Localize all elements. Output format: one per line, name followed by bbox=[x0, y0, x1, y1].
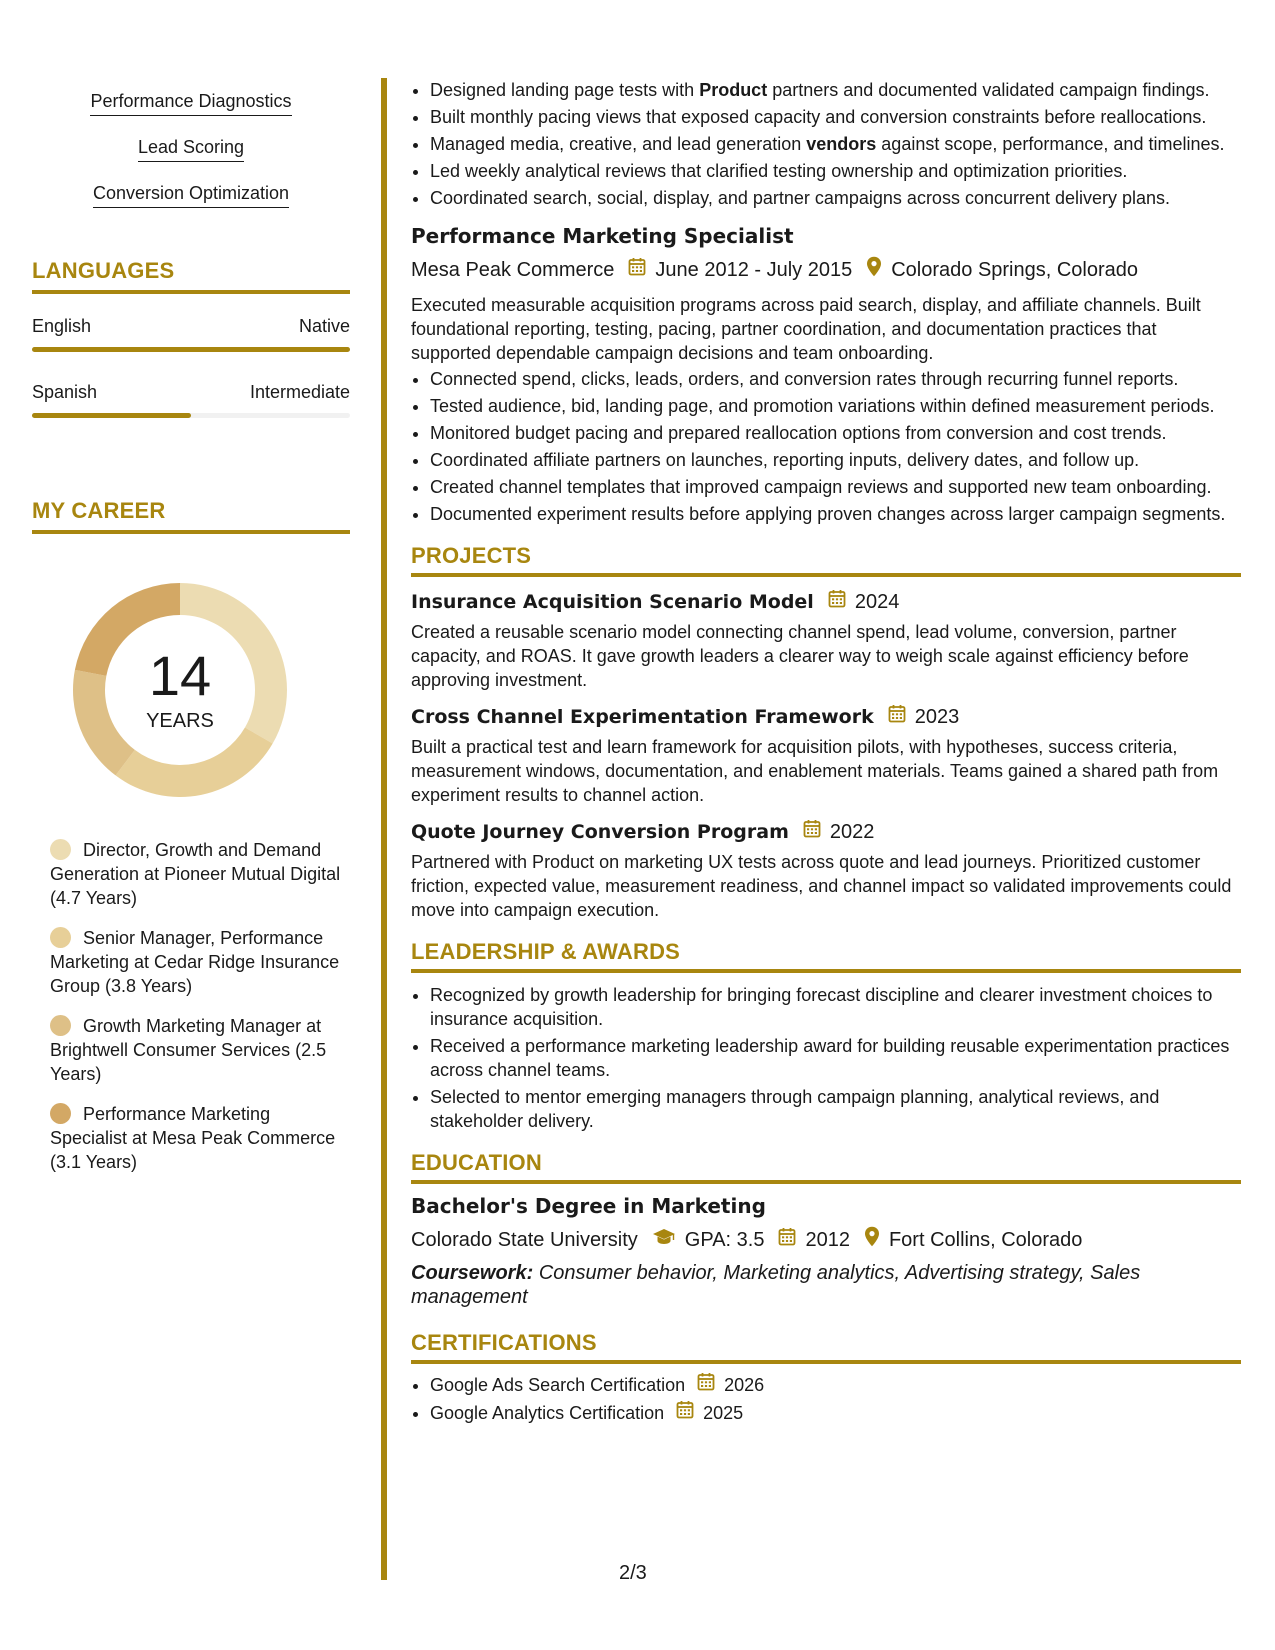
column-divider bbox=[381, 78, 387, 1580]
coursework-label: Coursework: bbox=[411, 1262, 534, 1284]
certification-item bbox=[430, 1400, 1241, 1425]
main-content bbox=[411, 78, 1241, 1428]
projects-heading: PROJECTS bbox=[411, 544, 1241, 577]
project-title: Cross Channel Experimentation Framework bbox=[411, 705, 874, 728]
project-year: 2023 bbox=[914, 705, 960, 728]
page-number: 2/3 bbox=[619, 1562, 647, 1584]
sidebar bbox=[32, 80, 350, 1190]
project-description: Partnered with Product on marketing UX tests across quote and lead journeys. Prioritized customer friction, expected value, measurement readiness, and channel impact so validated improvements could move into campaign execution. bbox=[411, 852, 1232, 920]
bullet-item: • Recognized by growth leadership for bringing forecast discipline and clearer investment choices to insurance acquisition. bbox=[430, 983, 1241, 1031]
certification-year: 2025 bbox=[703, 1402, 744, 1423]
legend-dot bbox=[50, 927, 71, 948]
calendar-icon bbox=[628, 257, 646, 282]
bullet-item: • Built monthly pacing views that exposed capacity and conversion constraints before reallocations. bbox=[430, 105, 1241, 129]
job-bullets bbox=[411, 367, 1241, 526]
career-legend-item bbox=[50, 1102, 350, 1174]
languages-heading: LANGUAGES bbox=[32, 258, 350, 294]
language-row bbox=[32, 382, 350, 418]
gpa: GPA: 3.5 bbox=[684, 1228, 765, 1251]
total-years-value: 14 bbox=[148, 643, 212, 707]
certification-item bbox=[430, 1372, 1241, 1397]
certifications-heading: CERTIFICATIONS bbox=[411, 1331, 1241, 1364]
project-entry bbox=[411, 819, 1241, 922]
bullet-item: • Documented experiment results before applying proven changes across larger campaign segments. bbox=[430, 502, 1241, 526]
bullet-item: • Coordinated affiliate partners on launches, reporting inputs, delivery dates, and follow up. bbox=[430, 448, 1241, 472]
calendar-icon bbox=[778, 1227, 796, 1252]
legend-dot bbox=[50, 839, 71, 860]
calendar-icon bbox=[803, 819, 821, 844]
project-year: 2022 bbox=[829, 820, 875, 843]
certifications-list bbox=[411, 1372, 1241, 1425]
project-entry bbox=[411, 704, 1241, 807]
graduation-year: 2012 bbox=[805, 1228, 850, 1251]
job-title: Performance Marketing Specialist bbox=[411, 224, 794, 248]
project-description: Created a reusable scenario model connecting channel spend, lead volume, conversion, partner capacity, and ROAS. It gave growth leaders a clearer way to weigh scale against efficiency before approving investment. bbox=[411, 622, 1189, 690]
language-bar-fill bbox=[32, 413, 191, 418]
career-legend-item bbox=[50, 1014, 350, 1086]
career-role: Senior Manager, Performance Marketing at Cedar Ridge Insurance Group (3.8 Years) bbox=[50, 928, 340, 996]
leadership-bullets bbox=[411, 983, 1241, 1133]
graduation-cap-icon bbox=[652, 1228, 676, 1252]
leadership-heading: LEADERSHIP & AWARDS bbox=[411, 940, 1241, 973]
calendar-icon bbox=[676, 1400, 694, 1425]
project-title: Insurance Acquisition Scenario Model bbox=[411, 590, 814, 613]
degree-title: Bachelor's Degree in Marketing bbox=[411, 1194, 766, 1218]
career-role: Director, Growth and Demand Generation at Pioneer Mutual Digital (4.7 Years) bbox=[50, 840, 341, 908]
language-level: Intermediate bbox=[249, 382, 350, 402]
project-title: Quote Journey Conversion Program bbox=[411, 820, 789, 843]
skill-tag: Performance Diagnostics bbox=[90, 90, 291, 116]
job-location: Colorado Springs, Colorado bbox=[891, 258, 1139, 281]
career-legend bbox=[32, 838, 350, 1174]
legend-dot bbox=[50, 1103, 71, 1124]
skill-tag: Conversion Optimization bbox=[93, 182, 289, 208]
language-name: Spanish bbox=[32, 382, 98, 402]
skill-tag: Lead Scoring bbox=[138, 136, 244, 162]
education-location: Fort Collins, Colorado bbox=[888, 1228, 1083, 1251]
school-name: Colorado State University bbox=[411, 1228, 638, 1251]
skills-list bbox=[32, 90, 350, 208]
language-name: English bbox=[32, 316, 92, 336]
language-row bbox=[32, 316, 350, 352]
coursework bbox=[411, 1261, 1241, 1309]
coursework-list: Consumer behavior, Marketing analytics, Advertising strategy, Sales management bbox=[411, 1262, 1141, 1308]
bullet-item: • Connected spend, clicks, leads, orders, and conversion rates through recurring funnel reports. bbox=[430, 367, 1241, 391]
project-description: Built a practical test and learn framework for acquisition pilots, with hypotheses, success criteria, measurement windows, documentation, and enablement materials. Teams gained a shared path from experiment results to channel action. bbox=[411, 737, 1219, 805]
bullet-item: • Selected to mentor emerging managers through campaign planning, analytical reviews, and stakeholder delivery. bbox=[430, 1085, 1241, 1133]
job-summary: Executed measurable acquisition programs across paid search, display, and affiliate channels. Built foundational reporting, testing, pacing, partner coordination, and documentation practices that supported dependable campaign decisions and team onboarding. bbox=[411, 295, 1201, 363]
certification-name: Google Ads Search Certification bbox=[430, 1375, 686, 1395]
education-heading: EDUCATION bbox=[411, 1151, 1241, 1184]
bullet-item: • Created channel templates that improved campaign reviews and supported new team onboarding. bbox=[430, 475, 1241, 499]
career-legend-item bbox=[50, 926, 350, 998]
bullet-item: • Designed landing page tests with Product partners and documented validated campaign findings. bbox=[430, 78, 1241, 102]
bullet-item: • Led weekly analytical reviews that clarified testing ownership and optimization priorities. bbox=[430, 159, 1241, 183]
career-legend-item bbox=[50, 838, 350, 910]
languages-section bbox=[32, 258, 350, 418]
project-year: 2024 bbox=[854, 590, 900, 613]
legend-dot bbox=[50, 1015, 71, 1036]
bullet-item: • Received a performance marketing leadership award for building reusable experimentation practices across channel teams. bbox=[430, 1034, 1241, 1082]
total-years-label: YEARS bbox=[146, 709, 214, 732]
certification-name: Google Analytics Certification bbox=[430, 1403, 665, 1423]
map-pin-icon bbox=[864, 1226, 880, 1253]
bullet-item: • Coordinated search, social, display, and partner campaigns across concurrent delivery plans. bbox=[430, 186, 1241, 210]
map-pin-icon bbox=[866, 256, 882, 283]
career-role: Growth Marketing Manager at Brightwell Consumer Services (2.5 Years) bbox=[50, 1016, 327, 1084]
job-meta bbox=[411, 256, 1241, 283]
career-donut-chart bbox=[66, 576, 294, 804]
previous-job-bullets bbox=[411, 78, 1241, 210]
language-bar bbox=[32, 347, 350, 352]
language-bar bbox=[32, 413, 350, 418]
career-role: Performance Marketing Specialist at Mesa Peak Commerce (3.1 Years) bbox=[50, 1104, 336, 1172]
job-dates: June 2012 - July 2015 bbox=[655, 258, 853, 281]
calendar-icon bbox=[697, 1372, 715, 1397]
career-section bbox=[32, 498, 350, 1174]
company-name: Mesa Peak Commerce bbox=[411, 258, 615, 281]
calendar-icon bbox=[828, 589, 846, 614]
calendar-icon bbox=[888, 704, 906, 729]
certification-year: 2026 bbox=[724, 1374, 765, 1395]
bullet-item: • Managed media, creative, and lead generation vendors against scope, performance, and timelines. bbox=[430, 132, 1241, 156]
language-bar-fill bbox=[32, 347, 350, 352]
career-heading: MY CAREER bbox=[32, 498, 350, 534]
bullet-item: • Tested audience, bid, landing page, and promotion variations within defined measurement periods. bbox=[430, 394, 1241, 418]
bullet-item: • Monitored budget pacing and prepared reallocation options from conversion and cost trends. bbox=[430, 421, 1241, 445]
language-level: Native bbox=[298, 316, 350, 336]
education-meta bbox=[411, 1226, 1241, 1253]
project-entry bbox=[411, 589, 1241, 692]
